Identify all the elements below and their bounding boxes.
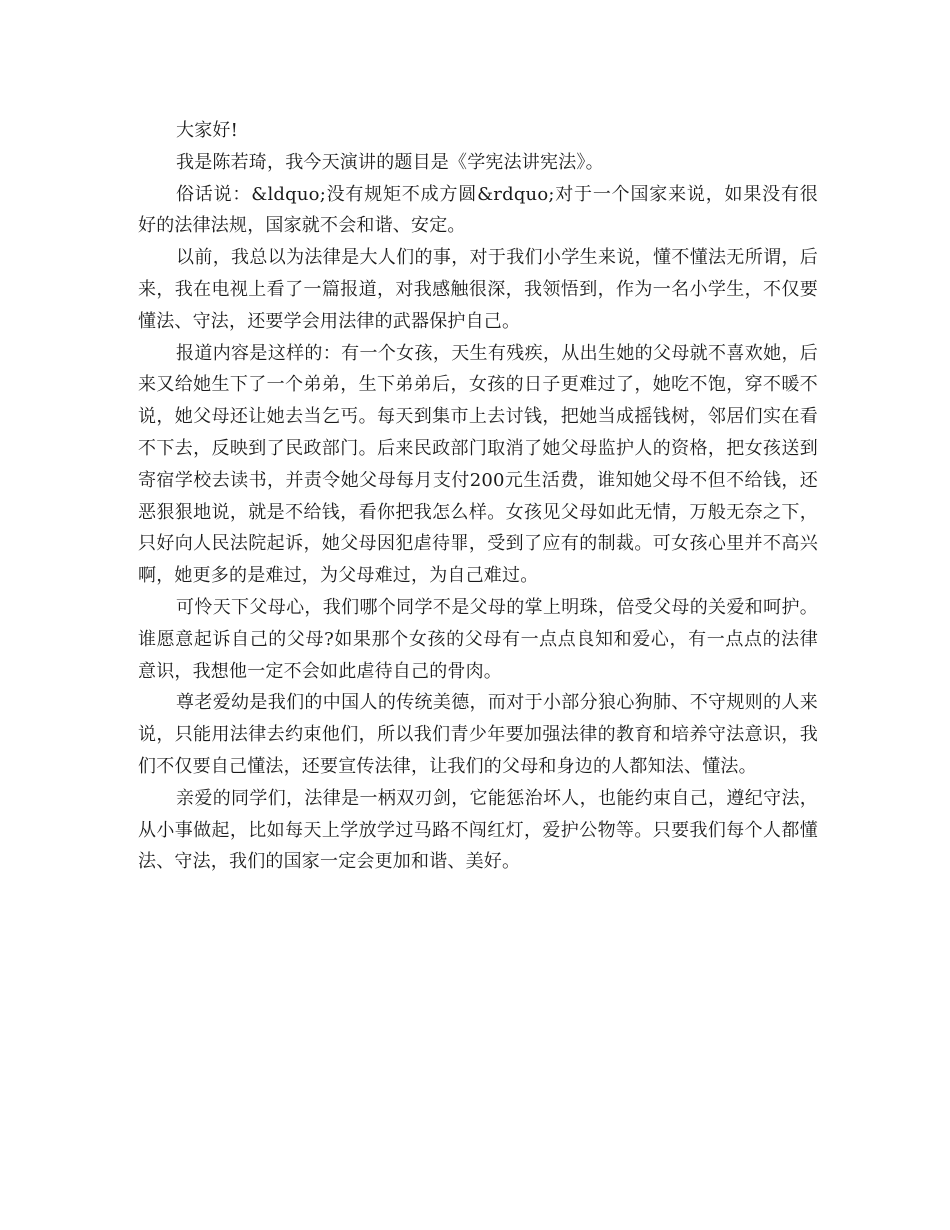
speech-body <box>138 115 818 878</box>
paragraph-realization: 以前，我总以为法律是大人们的事，对于我们小学生来说，懂不懂法无所谓，后来，我在电视上看了一篇报道，对我感触很深，我领悟到，作为一名小学生，不仅要懂法、守法，还要学会用法律的武器保护自己。 <box>138 247 818 332</box>
paragraph-news-story: 报道内容是这样的：有一个女孩，天生有残疾，从出生她的父母就不喜欢她，后来又给她生下了一个弟弟，生下弟弟后，女孩的日子更难过了，她吃不饱，穿不暖不说，她父母还让她去当乞丐。每天到集市上去讨钱，把她当成摇钱树，邻居们实在看不下去，反映到了民政部门。后来民政部门取消了她父母监护人的资格，把女孩送到寄宿学校去读书，并责令她父母每月支付200元生活费，谁知她父母不但不给钱，还恶狠狠地说，就是不给钱，看你把我怎么样。女孩见父母如此无情，万般无奈之下，只好向人民法院起诉，她父母因犯虐待罪，受到了应有的制裁。可女孩心里并不高兴啊，她更多的是难过，为父母难过，为自己难过。 <box>138 342 818 587</box>
paragraph-greeting: 大家好! <box>176 120 239 141</box>
paragraph-virtues: 尊老爱幼是我们的中国人的传统美德，而对于小部分狼心狗肺、不守规则的人来说，只能用法律去约束他们，所以我们青少年要加强法律的教育和培养守法意识，我们不仅要自己懂法，还要宣传法律，让我们的父母和身边的人都知法、懂法。 <box>138 692 818 777</box>
paragraph-proverb: 俗话说：&ldquo;没有规矩不成方圆&rdquo;对于一个国家来说，如果没有很好的法律法规，国家就不会和谐、安定。 <box>138 183 818 237</box>
paragraph-conclusion: 亲爱的同学们，法律是一柄双刃剑，它能惩治坏人，也能约束自己，遵纪守法，从小事做起，比如每天上学放学过马路不闯红灯，爱护公物等。只要我们每个人都懂法、守法，我们的国家一定会更加和谐、美好。 <box>138 787 818 873</box>
paragraph-introduction: 我是陈若琦，我今天演讲的题目是《学宪法讲宪法》。 <box>176 151 604 173</box>
paragraph-parents: 可怜天下父母心，我们哪个同学不是父母的掌上明珠，倍受父母的关爱和呵护。谁愿意起诉自己的父母?如果那个女孩的父母有一点点良知和爱心，有一点点的法律意识，我想他一定不会如此虐待自己的骨肉。 <box>138 596 818 682</box>
